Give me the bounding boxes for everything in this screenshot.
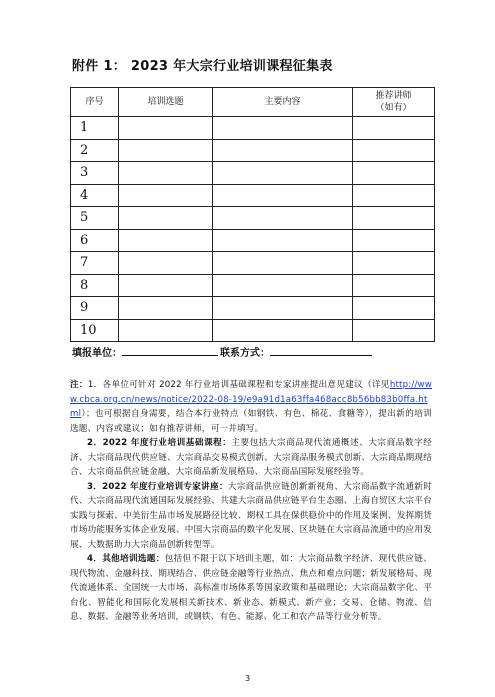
table-row [71,139,435,162]
lecturer-cell[interactable] [353,229,435,252]
row-index: 8 [71,274,119,297]
topic-cell[interactable] [119,162,213,185]
lecturer-cell[interactable] [353,274,435,297]
content-cell[interactable] [213,162,353,185]
course-collection-table [70,87,435,342]
content-cell[interactable] [213,319,353,342]
table-row [71,274,435,297]
column-header-lecturer [353,88,435,117]
note-4 [70,552,432,625]
row-index: 9 [71,297,119,320]
table-row [71,319,435,342]
table-row [71,229,435,252]
note-4-text: 包括但不限于以下培训主题，如：大宗商品数字经济、现代供应链、现代物流、金融科技、期现结合、供应链金融等行业热点、焦点和难点问题；新发展格局、现代流通体系、全国统一大市场、高标准市场体系等国家政策和基础理论；大宗商品数字化、平台化、智能化和国际化发展相关新技术、新业态、新模式、新产业；交易、仓储、物流、信息、数据、金融等业务培训，或钢铁、有色、能源、化工和农产品等行业分析等。 [70,554,432,622]
topic-cell[interactable] [119,229,213,252]
note-3-title: 3．2022 年度行业培训专家讲座： [87,481,228,492]
topic-cell[interactable] [119,297,213,320]
page-title: 附件 1： 2023 年大宗行业培训课程征集表 [72,59,333,74]
fill-contact [220,344,372,359]
row-index: 5 [71,207,119,230]
topic-cell[interactable] [119,274,213,297]
note-1 [70,378,432,436]
content-cell[interactable] [213,229,353,252]
table-row [71,162,435,185]
table-header-row [71,88,435,117]
topic-cell[interactable] [119,184,213,207]
note-2-text: 主要包括大宗商品现代流通概述、大宗商品数字经济、大宗商品现代供应链、大宗商品交易模式创新、大宗商品服务模式创新、大宗商品期现结合、大宗商品供应链金融、大宗商品新发展格局、大宗商品国际发展经验等。 [70,438,432,477]
table-row [71,117,435,140]
note-2 [70,436,432,480]
topic-cell[interactable] [119,319,213,342]
note-1-link[interactable]: http://www.cbca.org.cn/news/notice/2022-08-19/e9a91d1a63ffa468acc8b56bb83b0ffa.html [70,380,432,419]
column-header-topic: 培训选题 [119,88,213,117]
lecturer-cell[interactable] [353,297,435,320]
row-index: 7 [71,252,119,275]
note-1-text-b: ）；也可根据自身需要，结合本行业特点（如钢铁、有色、棉花、食糖等），提出新的培训选题、内容或建议；如有推荐讲师，可一并填写。 [70,409,432,434]
lecturer-cell[interactable] [353,139,435,162]
content-cell[interactable] [213,252,353,275]
notes-section [70,378,432,625]
row-index: 1 [71,117,119,140]
column-header-content: 主要内容 [213,88,353,117]
page-number: 3 [244,674,251,683]
row-index: 6 [71,229,119,252]
note-2-title: 2．2022 年度行业培训基础课程： [87,438,232,448]
lecturer-cell[interactable] [353,207,435,230]
content-cell[interactable] [213,139,353,162]
column-header-index: 序号 [71,88,119,117]
fill-contact-blank[interactable] [270,345,372,356]
lecturer-cell[interactable] [353,319,435,342]
content-cell[interactable] [213,117,353,140]
note-1-text-a: 1．各单位可针对 2022 年行业培训基础课程和专家讲座提出意见建议（详见 [87,380,390,390]
row-index: 2 [71,139,119,162]
table-row [71,184,435,207]
row-index: 3 [71,162,119,185]
content-cell[interactable] [213,184,353,207]
lecturer-header-line1: 推荐讲师 [375,91,412,101]
lecturer-cell[interactable] [353,162,435,185]
fill-unit-label: 填报单位： [72,348,122,359]
topic-cell[interactable] [119,117,213,140]
note-4-title: 4．其他培训选题： [87,554,165,564]
topic-cell[interactable] [119,207,213,230]
row-index: 10 [71,319,119,342]
content-cell[interactable] [213,207,353,230]
lecturer-header-line2: （如有） [375,103,412,113]
content-cell[interactable] [213,274,353,297]
table-row [71,252,435,275]
lecturer-cell[interactable] [353,184,435,207]
lecturer-cell[interactable] [353,252,435,275]
note-3 [70,480,432,553]
content-cell[interactable] [213,297,353,320]
table-row [71,207,435,230]
note-3-text: 大宗商品供应链创新新视角、大宗商品数字流通新时代、大宗商品现代流通国际发展经验、共建大宗商品供应链平台生态圈、上海自贸区大宗平台实践与探索、中美衍生品市场发展路径比较、期权工具在保供稳价中的作用及案例、发挥期货市场功能服务实体企业发展、中国大宗商品的数字化发展、区块链在大宗商品流通中的应用发展、大数据助力大宗商品创新转型等。 [70,481,432,550]
topic-cell[interactable] [119,139,213,162]
fill-unit-blank[interactable] [122,345,218,356]
fill-unit [72,344,218,359]
row-index: 4 [71,184,119,207]
fill-contact-label: 联系方式： [220,348,270,359]
note-1-lead: 注： [70,380,88,390]
topic-cell[interactable] [119,252,213,275]
lecturer-cell[interactable] [353,117,435,140]
table-row [71,297,435,320]
